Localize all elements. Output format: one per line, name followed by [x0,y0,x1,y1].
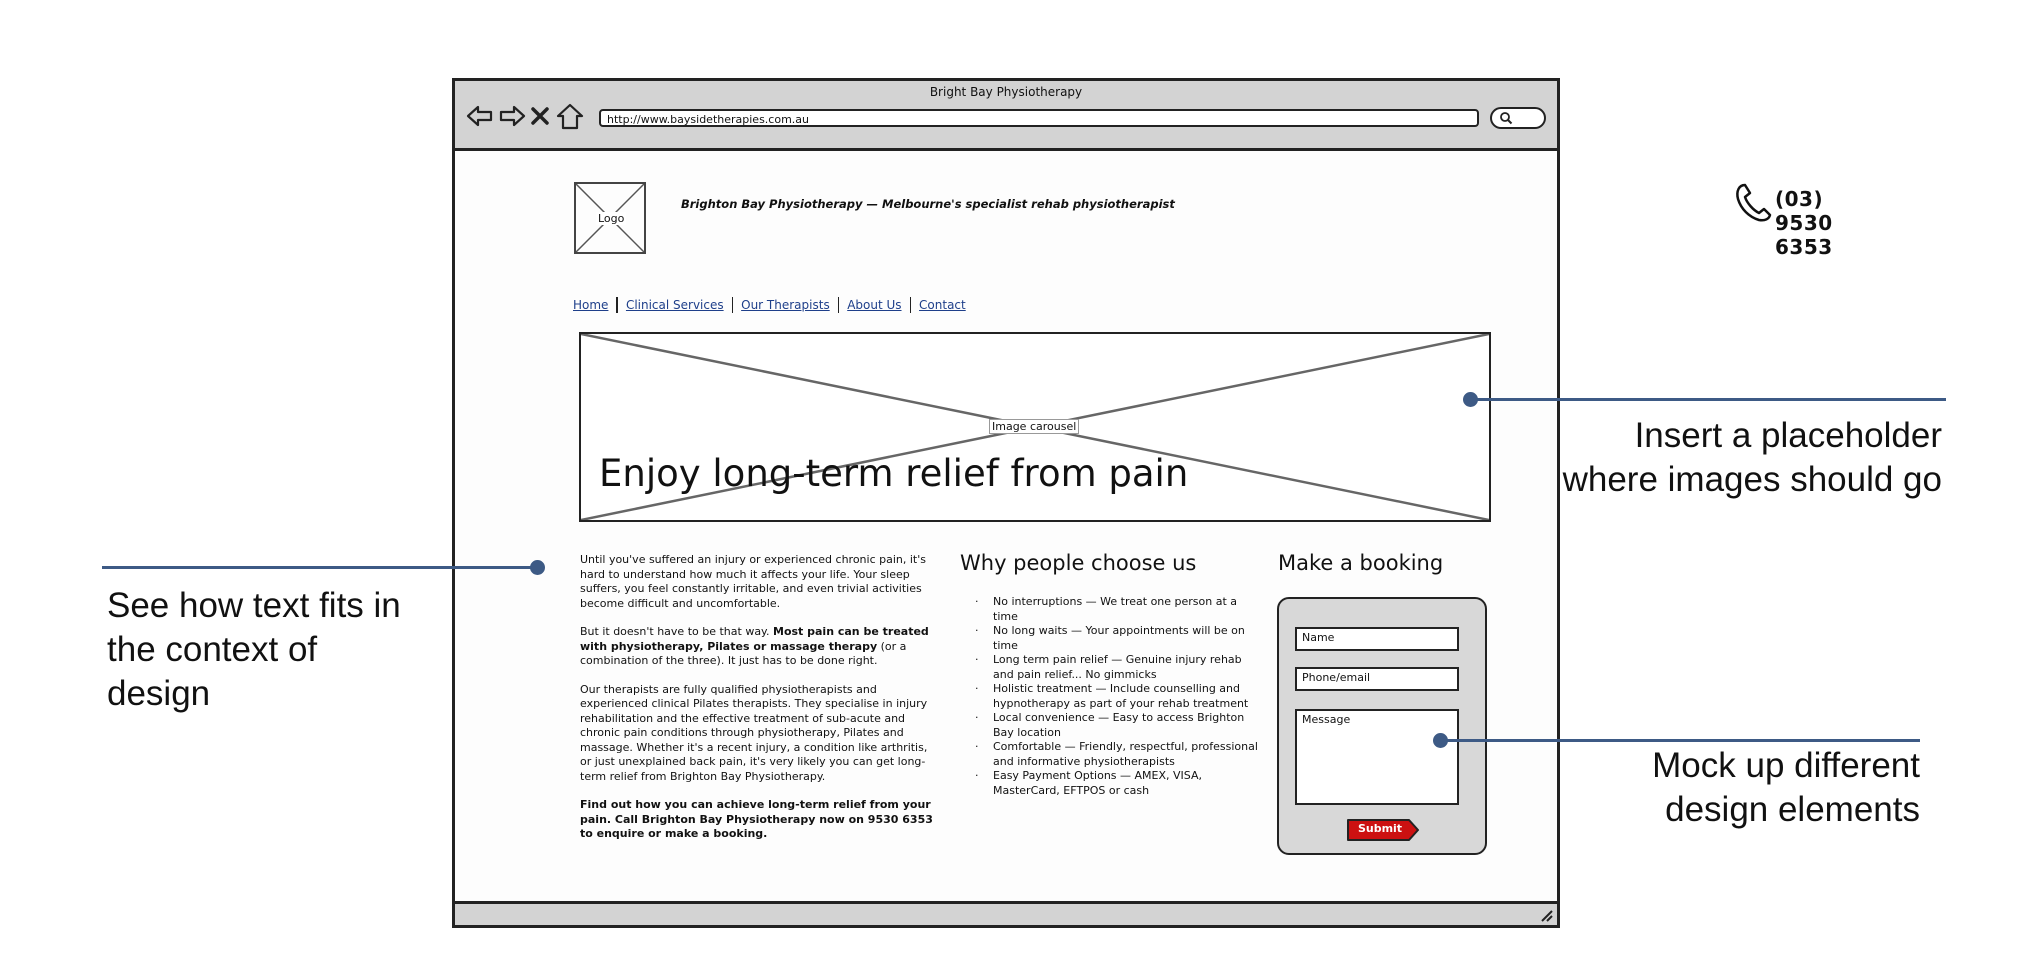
stop-icon[interactable] [529,101,551,131]
intro-paragraph [580,625,942,669]
nav-about-us[interactable]: About Us [847,298,902,312]
annotation-dot [530,560,545,575]
carousel-label: Image carousel [989,419,1079,434]
list-item: · Comfortable — Friendly, respectful, professional and informative physiotherapists [975,740,1260,769]
list-item: · No interruptions — We treat one person at a time [975,595,1260,624]
intro-paragraph: Until you've suffered an injury or experienced chronic pain, it's hard to understand how much it affects your life. Your sleep suffers, you feel constantly irritable, and even trivial activities become difficult and uncomfortable. [580,553,926,610]
list-item: · Local convenience — Easy to access Brighton Bay location [975,711,1260,740]
contact-field[interactable]: Phone/email [1295,667,1459,691]
text-run: But it doesn't have to be that way. [580,625,773,638]
logo-label: Logo [598,212,625,225]
message-field[interactable]: Message [1295,709,1459,805]
annotation-dot [1433,733,1448,748]
intro-text [580,553,942,856]
list-item: · Easy Payment Options — AMEX, VISA, MasterCard, EFTPOS or cash [975,769,1260,798]
forward-arrow-icon[interactable] [497,101,527,131]
browser-search-button[interactable] [1490,107,1546,129]
annotation-line-text [102,566,538,569]
nav-clinical-services[interactable]: Clinical Services [625,298,724,312]
intro-paragraph: Our therapists are fully qualified physiotherapists and experienced clinical Pilates therapists. They specialise in injury rehabilitation and the effective treatment of sub-acute and chronic pain conditions through physiotherapy, Pilates and massage. Whether it's a recent injury, a condition like arthritis, or just unexplained back pain, it's very likely you can get long-term relief from Brighton Bay Physiotherapy. [580,682,928,783]
nav-contact[interactable]: Contact [919,298,966,312]
call-to-action: Find out how you can achieve long-term relief from your pain. Call Brighton Bay Physiotherapy now on 9530 6353 to enquire or make a booking. [580,798,933,840]
phone-number[interactable]: (03) 9530 6353 [1775,187,1833,259]
name-field[interactable]: Name [1295,627,1459,651]
submit-label: Submit [1357,822,1403,835]
booking-form [1277,597,1487,855]
nav-divider [910,297,912,313]
annotation-design-elements: Mock up different design elements [1652,746,1920,829]
status-bar [455,901,1557,925]
browser-toolbar [455,81,1557,151]
window-title: Bright Bay Physiotherapy [929,85,1083,99]
image-carousel[interactable] [579,332,1491,522]
annotation-line-elements [1440,739,1920,742]
benefits-title: Why people choose us [960,551,1197,575]
address-bar[interactable]: http://www.baysidetherapies.com.au [599,109,1479,127]
nav-divider [616,297,618,313]
list-item: · Long term pain relief — Genuine injury rehab and pain relief... No gimmicks [975,653,1260,682]
submit-button[interactable] [1345,817,1421,843]
annotation-line-placeholder [1470,398,1946,401]
main-nav [573,297,966,313]
tagline: Brighton Bay Physiotherapy — Melbourne's specialist rehab physiotherapist [681,197,1175,211]
nav-home[interactable]: Home [573,298,609,312]
nav-divider [732,297,734,313]
annotation-placeholder: Insert a placeholder where images should go [1562,416,1942,499]
resize-grip-icon[interactable] [1539,908,1553,922]
text-run: (or a combination of the three). It just has to be done right. [580,639,907,667]
home-icon[interactable] [555,101,585,131]
search-icon [1499,111,1513,125]
nav-our-therapists[interactable]: Our Therapists [741,298,830,312]
logo-placeholder [574,182,646,254]
list-item: · Holistic treatment — Include counselling and hypnotherapy as part of your rehab treatment [975,682,1260,711]
annotation-dot [1463,392,1478,407]
benefits-list [975,595,1260,798]
back-arrow-icon[interactable] [465,101,495,131]
bold-text: Most pain can be treated with physiotherapy, Pilates or massage therapy [580,625,929,653]
nav-divider [838,297,840,313]
phone-icon [1733,181,1773,223]
booking-title: Make a booking [1278,551,1444,575]
annotation-text-fit: See how text fits in the context of design [107,586,401,713]
list-item: · No long waits — Your appointments will be on time [975,624,1260,653]
hero-heading: Enjoy long-term relief from pain [599,452,1189,495]
